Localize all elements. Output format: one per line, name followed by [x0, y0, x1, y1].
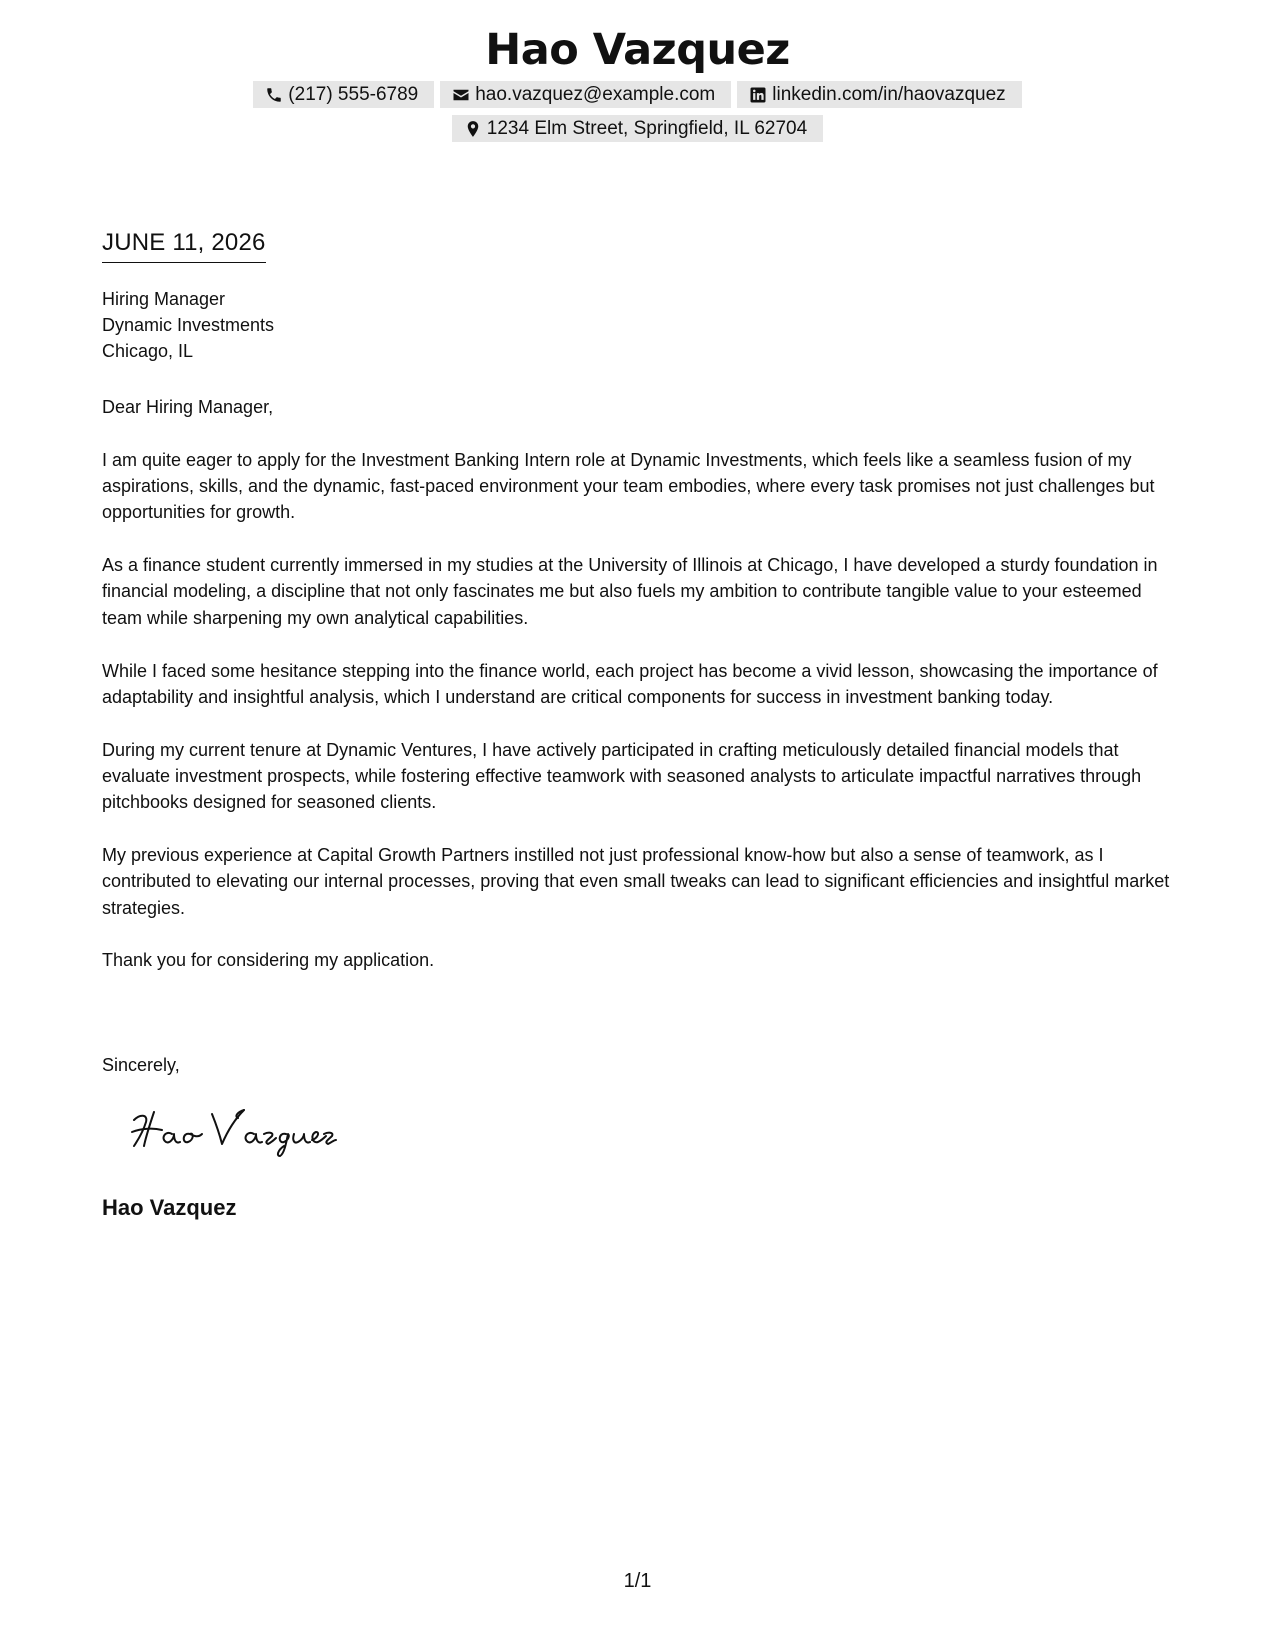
contact-chip-address	[452, 115, 823, 142]
contact-row-primary	[0, 81, 1275, 108]
handwritten-signature	[128, 1100, 338, 1160]
body-paragraph: Thank you for considering my application.	[102, 950, 435, 971]
body-paragraph: My previous experience at Capital Growth Partners instilled not just professional know-how but also a sense of teamwork, as I contributed to elevating our internal processes, proving that even small tweaks can lead to significant efficiencies and insightful market strategies.	[102, 845, 1170, 918]
phone-icon	[265, 86, 283, 104]
linkedin-icon	[749, 86, 767, 104]
envelope-icon	[452, 86, 470, 104]
page-number: 1/1	[623, 1570, 652, 1592]
body-paragraph: I am quite eager to apply for the Investment Banking Intern role at Dynamic Investments, which feels like a seamless fusion of my aspirations, skills, and the dynamic, fast-paced environment your team embodies, where every task promises not just challenges but opportunities for growth.	[102, 449, 1155, 523]
body-paragraph: As a finance student currently immersed in my studies at the University of Illinois at Chicago, I have developed a sturdy foundation in financial modeling, a discipline that not only fascinates me but also fuels my ambition to contribute tangible value to your esteemed team while sharpening my own analytical capabilities.	[102, 555, 1158, 628]
recipient-block	[102, 286, 274, 364]
recipient-company: Dynamic Investments	[102, 315, 275, 335]
applicant-name-heading: Hao Vazquez	[485, 25, 790, 75]
body-paragraph: During my current tenure at Dynamic Ventures, I have actively participated in crafting meticulously detailed financial models that evaluate investment prospects, while fostering effective teamwork with seasoned analysts to articulate impactful narratives through pitchbooks designed for seasoned clients.	[102, 739, 1142, 813]
body-paragraph: While I faced some hesitance stepping into the finance world, each project has become a vivid lesson, showcasing the importance of adaptability and insightful analysis, which I understand are critical components for success in investment banking today.	[102, 660, 1158, 707]
contact-chip-email	[440, 81, 731, 108]
linkedin-url: linkedin.com/in/haovazquez	[772, 83, 1006, 105]
email-address: hao.vazquez@example.com	[475, 83, 716, 105]
map-pin-icon	[464, 120, 482, 138]
phone-number: (217) 555-6789	[288, 83, 419, 105]
contact-chip-phone	[253, 81, 434, 108]
contact-chip-linkedin	[737, 81, 1021, 108]
recipient-title: Hiring Manager	[102, 289, 226, 309]
street-address: 1234 Elm Street, Springfield, IL 62704	[486, 117, 808, 139]
contact-row-secondary	[0, 115, 1275, 142]
letter-body	[102, 394, 1172, 1000]
signed-name: Hao Vazquez	[102, 1195, 237, 1220]
salutation: Dear Hiring Manager,	[102, 397, 274, 417]
closing-phrase: Sincerely,	[102, 1055, 180, 1075]
recipient-location: Chicago, IL	[102, 341, 194, 361]
letter-date: JUNE 11, 2026	[102, 226, 266, 263]
